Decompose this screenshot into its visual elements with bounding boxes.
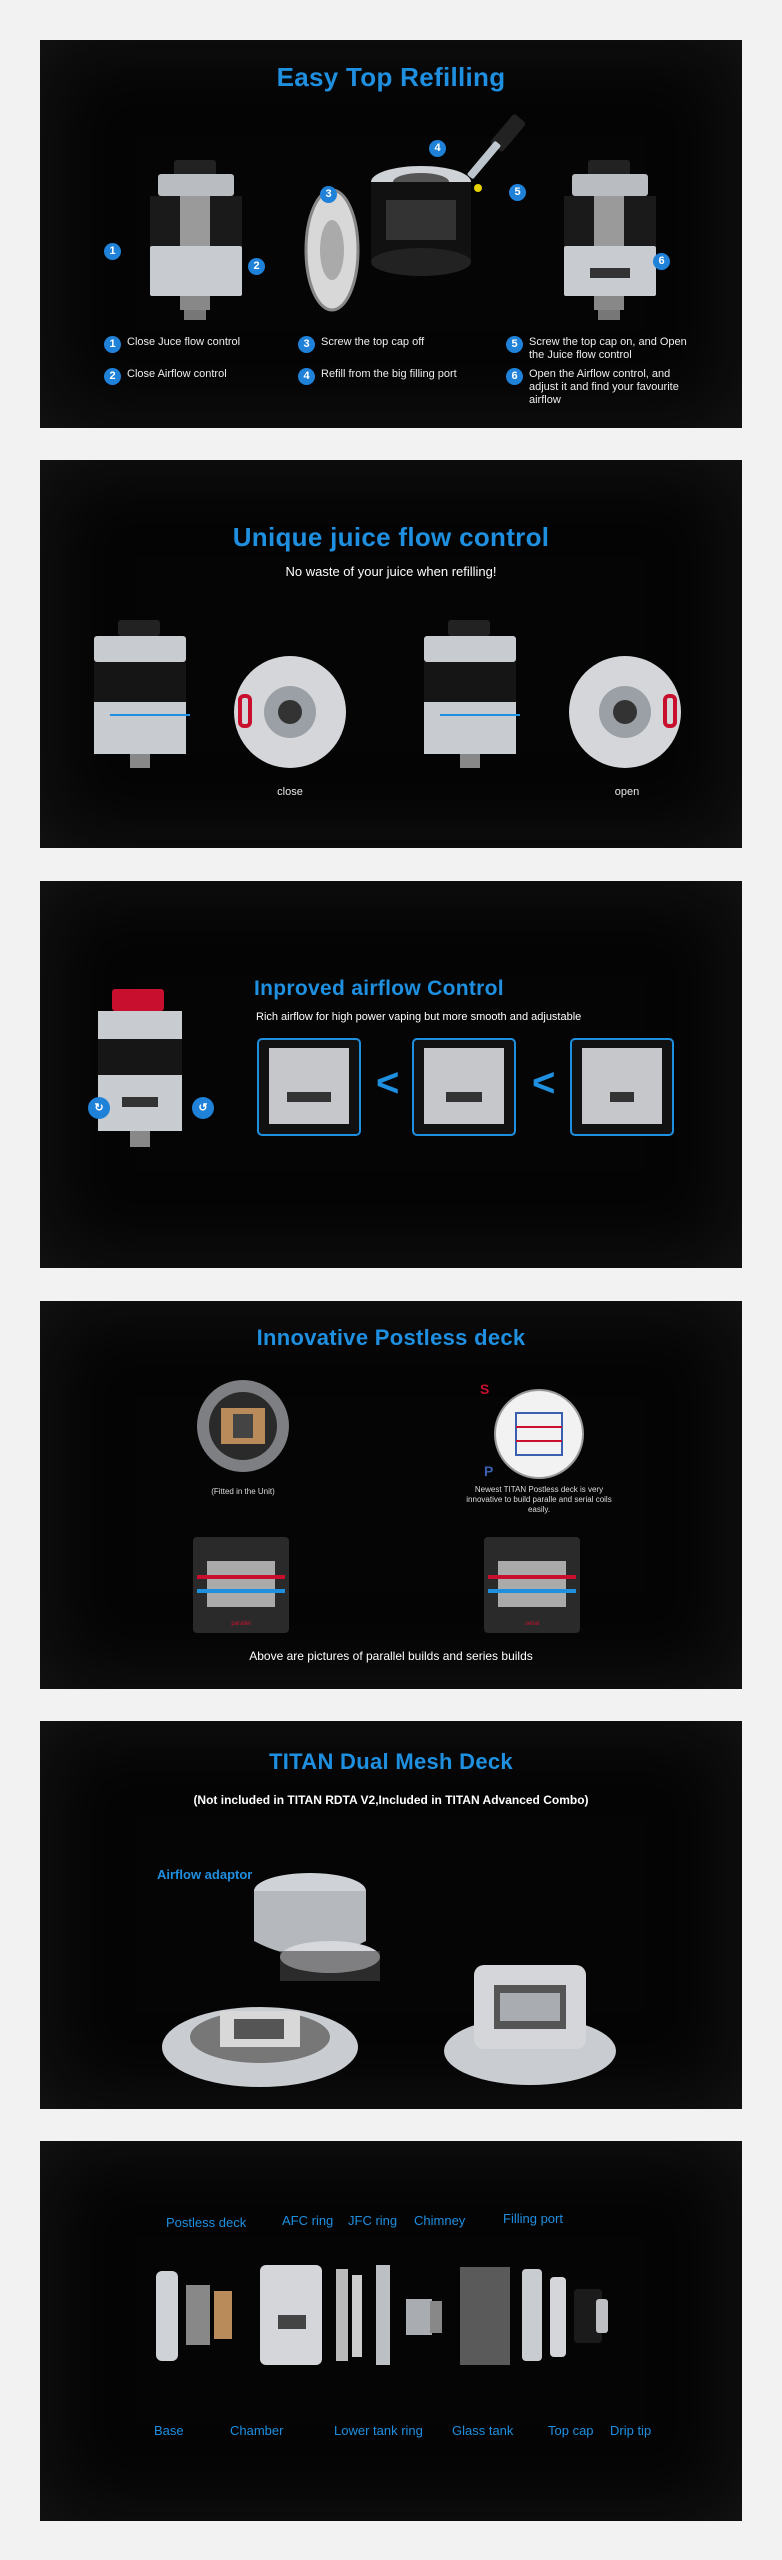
panel-juice-flow-control — [40, 460, 742, 848]
step-1-number: 1 — [104, 336, 121, 353]
rotate-left-icon: ↻ — [88, 1097, 110, 1119]
panel-subtitle: Rich airflow for high power vaping but more smooth and adjustable — [256, 1011, 582, 1023]
step-3 — [298, 336, 478, 353]
arrow-left-icon-1: < — [376, 1061, 400, 1105]
label-afc-ring: AFC ring — [282, 2213, 334, 2228]
tank-closed-illustration — [136, 160, 256, 330]
step-6-number: 6 — [506, 368, 523, 385]
deck-diagram-illustration — [492, 1387, 586, 1481]
label-open: open — [614, 786, 640, 798]
panel-title: Innovative Postless deck — [256, 1325, 526, 1350]
step-6 — [506, 368, 696, 407]
step-2-badge: 2 — [248, 258, 265, 275]
parallel-build-photo — [193, 1537, 289, 1633]
step-1 — [104, 336, 274, 353]
panel-title: Unique juice flow control — [232, 522, 550, 552]
label-drip-tip: Drip tip — [610, 2423, 652, 2438]
panel-title: TITAN Dual Mesh Deck — [269, 1749, 513, 1774]
deck-fitted-illustration — [193, 1376, 293, 1476]
panel-postless-deck — [40, 1301, 742, 1689]
step-2-number: 2 — [104, 368, 121, 385]
bottom-caption: Above are pictures of parallel builds and series builds — [249, 1649, 533, 1663]
tank-open-illustration — [550, 160, 670, 330]
step-4-number: 4 — [298, 368, 315, 385]
label-close: close — [277, 786, 303, 798]
disc-open-illustration — [565, 652, 685, 772]
label-top-cap: Top cap — [548, 2423, 594, 2438]
tank-red-drip-tip-illustration — [80, 989, 200, 1159]
label-postless-deck: Postless deck — [166, 2215, 247, 2230]
tank-right-illustration — [410, 620, 530, 780]
step-4-text: Refill from the big filling port — [321, 368, 457, 380]
label-lower-tank-ring: Lower tank ring — [334, 2423, 423, 2438]
airflow-closeup-3 — [570, 1038, 674, 1136]
step-1-badge: 1 — [104, 243, 121, 260]
step-5-number: 5 — [506, 336, 523, 353]
step-3-badge: 3 — [320, 186, 337, 203]
rotate-right-icon: ↺ — [192, 1097, 214, 1119]
label-serial: serial — [524, 1621, 540, 1627]
exploded-parts-illustration — [140, 2265, 742, 2375]
caption-fitted: (Fitted in the Unit) — [211, 1487, 275, 1496]
step-4-badge: 4 — [429, 140, 446, 157]
airflow-adaptor-label: Airflow adaptor — [157, 1867, 253, 1882]
disc-close-illustration — [230, 652, 350, 772]
panel-subtitle: No waste of your juice when refilling! — [285, 564, 497, 579]
step-5-badge: 5 — [509, 184, 526, 201]
mesh-deck-exploded-illustration — [150, 1861, 400, 2101]
mark-p: P — [484, 1463, 494, 1479]
mark-s: S — [480, 1381, 490, 1397]
panel-subtitle: (Not included in TITAN RDTA V2,Included in TITAN Advanced Combo) — [193, 1793, 589, 1807]
panel-exploded-parts — [40, 2141, 742, 2521]
cap-disc-illustration — [292, 185, 372, 315]
step-6-badge: 6 — [653, 253, 670, 270]
step-2-text: Close Airflow control — [127, 368, 227, 380]
panel-dual-mesh-deck — [40, 1721, 742, 2109]
airflow-closeup-1 — [257, 1038, 361, 1136]
panel-title: Inproved airflow Control — [254, 977, 504, 1000]
serial-build-photo — [484, 1537, 580, 1633]
step-5 — [506, 336, 696, 362]
step-6-text: Open the Airflow control, and adjust it and find your favourite airflow — [529, 368, 679, 406]
panel-easy-top-refilling — [40, 40, 742, 428]
arrow-left-icon-2: < — [532, 1061, 556, 1105]
panel-airflow-control — [40, 881, 742, 1268]
panel-title: Easy Top Refilling — [276, 62, 506, 92]
airflow-closeup-2 — [412, 1038, 516, 1136]
label-chamber: Chamber — [230, 2423, 284, 2438]
label-jfc-ring: JFC ring — [348, 2213, 398, 2228]
label-chimney: Chimney — [414, 2213, 466, 2228]
step-1-text: Close Juce flow control — [127, 336, 241, 348]
step-5-text: Screw the top cap on, and Open the Juice flow control — [529, 336, 687, 361]
step-3-number: 3 — [298, 336, 315, 353]
caption-postless: Newest TITAN Postless deck is very innovative to build paralle and serial coils easily. — [466, 1485, 612, 1514]
label-glass-tank: Glass tank — [452, 2423, 514, 2438]
dropper-bottle-illustration — [460, 108, 550, 198]
label-parallel: parallel — [231, 1621, 251, 1627]
step-2 — [104, 368, 274, 385]
label-filling-port: Filling port — [503, 2211, 563, 2226]
step-4 — [298, 368, 478, 385]
label-base: Base — [154, 2423, 184, 2438]
tank-left-illustration — [80, 620, 200, 780]
mesh-deck-assembled-illustration — [440, 1941, 620, 2091]
step-3-text: Screw the top cap off — [321, 336, 425, 348]
